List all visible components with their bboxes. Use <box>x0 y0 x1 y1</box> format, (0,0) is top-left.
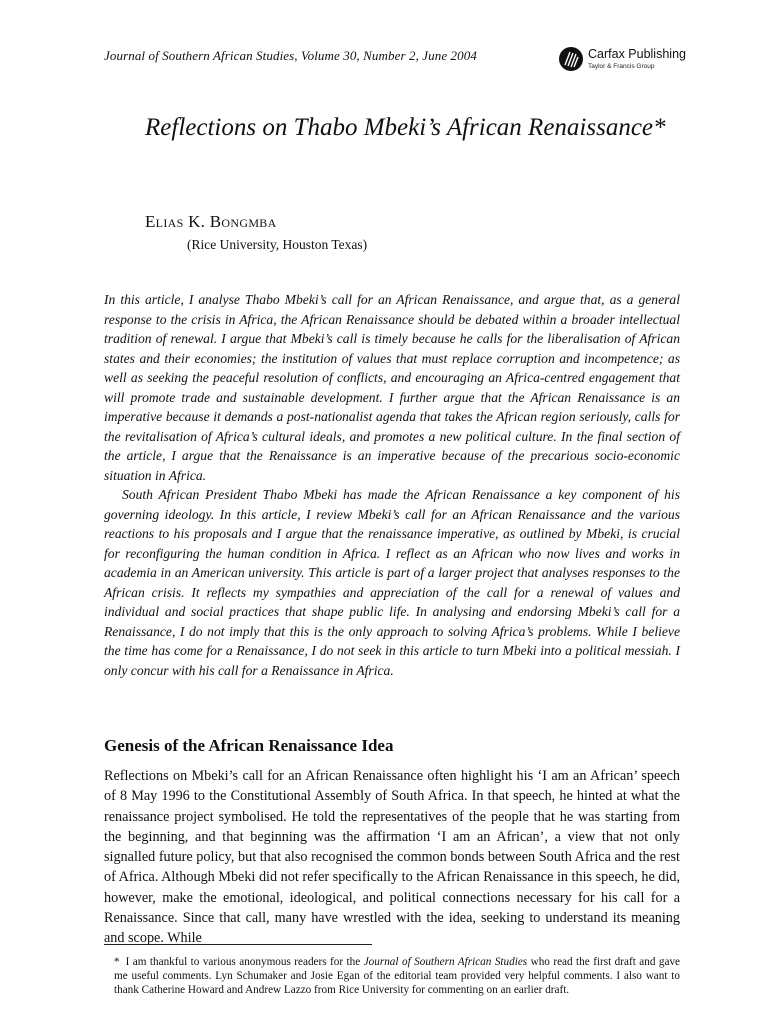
footnote-mark: * <box>114 956 120 968</box>
abstract <box>104 290 680 680</box>
footnote-text: who read the first draft and gave me useful comments. Lyn Schumaker and Josie Egan of the editorial team provided very helpful comments. I also want to thank Catherine Howard and Andrew Lazzo from Rice University for commenting on an earlier draft. <box>114 956 680 997</box>
abstract-paragraph: South African President Thabo Mbeki has made the African Renaissance a key component of his governing ideology. In this article, I review Mbeki’s call for an African Renaissance and the various reactions to his proposals and I argue that the renaissance imperative, as outlined by Mbeki, is crucial for reconfiguring the human condition in Africa. I reflect as an African who now lives and works in academia in an American university. This article is part of a larger project that analyses responses to the African crisis. It reflects my sympathies and appreciation of the call for a renewal of values and individual and social practices that shape public life. In analysing and endorsing Mbeki’s call for a Renaissance, I do not imply that this is the only approach to solving Africa’s problems. While I believe the time has come for a Renaissance, I do not seek in this article to turn Mbeki into a political messiah. I only concur with his call for a Renaissance in Africa. <box>104 487 680 678</box>
publisher-logo <box>558 44 698 76</box>
publisher-name: Carfax Publishing <box>588 47 686 61</box>
author-name: Elias K. Bongmba <box>145 212 277 231</box>
body-paragraph: Reflections on Mbeki’s call for an African Renaissance often highlight his ‘I am an African’ speech of 8 May 1996 to the Constitutional Assembly of South Africa. In that speech, he hinted at what the renaissance project symbolised. He told the representatives of the people that he was starting from the beginning, and that beginning was the affirmation ‘I am an African’, a view that not only signalled future policy, but that also recognised the common bonds between South Africa and the rest of Africa. Although Mbeki did not refer specifically to the African Renaissance in this speech, he did, however, make the emotional, ideological, and political connections necessary for his call for a Renaissance. Since that call, many have wrestled with the idea, seeking to understand its meaning and scope. While <box>104 768 680 947</box>
journal-citation: Journal of Southern African Studies, Volume 30, Number 2, June 2004 <box>104 48 477 63</box>
article-title: Reflections on Thabo Mbeki’s African Renaissance* <box>145 114 666 141</box>
footnote-divider <box>104 944 372 945</box>
footnote-journal-ref: Journal of Southern African Studies <box>363 956 528 968</box>
abstract-paragraph: In this article, I analyse Thabo Mbeki’s call for an African Renaissance, and argue that, as a general response to the crisis in Africa, the African Renaissance should be debated within a broader intellectual tradition of renewal. I argue that Mbeki’s call is timely because he calls for the liberalisation of African states and their economies; the institution of values that must replace corruption and incompetence; as well as seeking the peaceful resolution of conflicts, and encouraging an Africa-centred engagement that will promote trade and sustainable development. I further argue that the African Renaissance is an imperative because it demands a post-nationalist agenda that takes the African region seriously, calls for the revitalisation of Africa’s cultural ideals, and promotes a new political culture. In the final section of the article, I argue that the Renaissance is an imperative because of the precarious socio-economic situation in Africa. <box>104 292 680 483</box>
footnote <box>114 955 680 998</box>
section-heading: Genesis of the African Renaissance Idea <box>104 736 394 755</box>
carfax-logo-icon <box>558 46 584 72</box>
author-affiliation: (Rice University, Houston Texas) <box>187 237 368 252</box>
publisher-group: Taylor & Francis Group <box>588 63 655 70</box>
footnote-text: I am thankful to various anonymous readers for the <box>125 956 361 968</box>
